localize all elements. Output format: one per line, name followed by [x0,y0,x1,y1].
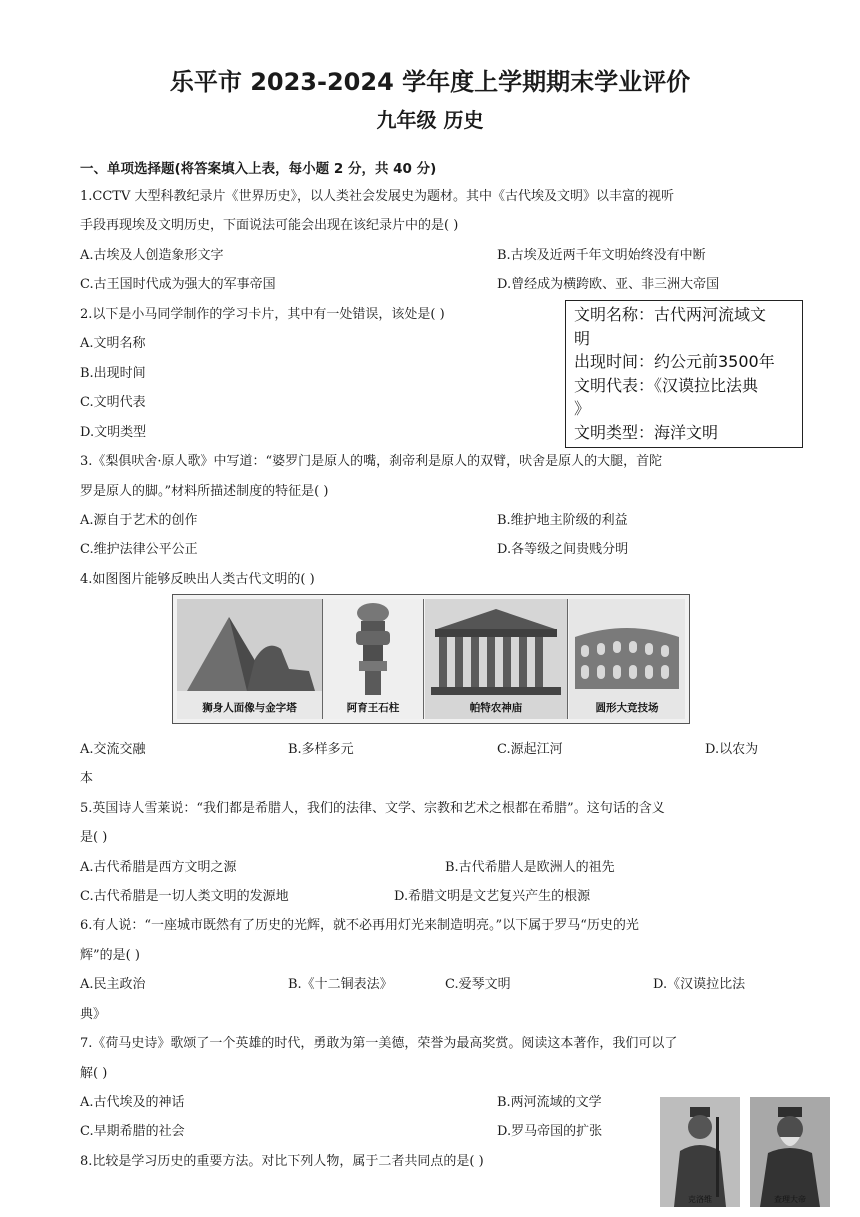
caption-sphinx: 狮身人面像与金字塔 [202,702,297,714]
caption-parthenon: 帕特农神庙 [469,702,523,714]
q4-option-d: D.以农为 [705,742,759,757]
q6-option-d-cont: 典》 [80,1007,107,1022]
q4-option-c: C.源起江河 [497,742,563,757]
q2-option-b: B.出现时间 [80,366,146,381]
q7-option-d: D.罗马帝国的扩张 [497,1124,603,1139]
q2-option-d: D.文明类型 [80,425,147,440]
q5-stem-line2: 是( ) [80,830,108,845]
q7-stem-line2: 解( ) [80,1066,108,1081]
q6-stem-line1: 6.有人说：“一座城市既然有了历史的光辉，就不必再用灯光来制造明亮。”以下属于罗马“历史的光 [80,918,639,933]
q4-option-d-cont: 本 [80,771,94,786]
q1-stem-line2: 手段再现埃及文明历史，下面说法可能会出现在该纪录片中的是( ) [80,218,459,233]
q3-stem-line1: 3.《梨俱吠舍·原人歌》中写道：“婆罗门是原人的嘴，刹帝利是原人的双臂，吠舍是原人的大腿，首陀 [80,454,663,469]
civilization-image-strip [172,594,690,724]
ashoka-pillar-image [323,599,424,719]
sphinx-pyramid-image [177,599,323,719]
parthenon-image [425,599,568,719]
q5-option-c: C.古代希腊是一切人类文明的发源地 [80,889,289,904]
q7-stem-line1: 7.《荷马史诗》歌颂了一个英雄的时代，勇敢为第一美德，荣誉为最高奖赏。阅读这本著作，我们可以了 [80,1036,678,1051]
q1-option-d: D.曾经成为横跨欧、亚、非三洲大帝国 [497,277,720,292]
q7-option-b: B.两河流域的文学 [497,1095,602,1110]
card-line-time: 出现时间：约公元前3500年 [574,352,775,371]
q5-option-d: D.希腊文明是文艺复兴产生的根源 [394,889,591,904]
q5-option-a: A.古代希腊是西方文明之源 [80,860,237,875]
card-line-name-cont: 明 [574,328,591,348]
clovis-portrait [660,1097,740,1207]
q5-stem-line1: 5.英国诗人雪莱说：“我们都是希腊人，我们的法律、文学、宗教和艺术之根都在希腊”。这句话的含义 [80,801,665,816]
caption-clovis: 克洛维 [688,1195,712,1204]
caption-colosseum: 圆形大竞技场 [595,702,659,714]
q1-option-c: C.古王国时代成为强大的军事帝国 [80,277,276,292]
q6-stem-line2: 辉”的是( ) [80,948,140,963]
q6-option-b: B.《十二铜表法》 [288,977,393,992]
q1-option-a: A.古埃及人创造象形文字 [80,248,224,263]
colosseum-image [569,599,685,719]
q6-option-d: D.《汉谟拉比法 [653,977,746,992]
study-card [565,300,803,448]
q8-stem: 8.比较是学习历史的重要方法。对比下列人物，属于二者共同点的是( ) [80,1154,484,1169]
q5-option-b: B.古代希腊人是欧洲人的祖先 [445,860,615,875]
q1-option-b: B.古埃及近两千年文明始终没有中断 [497,248,706,263]
q3-option-c: C.维护法律公平公正 [80,542,198,557]
q7-option-a: A.古代埃及的神话 [80,1095,185,1110]
card-line-type: 文明类型：海洋文明 [574,422,719,442]
exam-title: 乐平市 2023-2024 学年度上学期期末学业评价 [169,68,691,96]
q3-option-b: B.维护地主阶级的利益 [497,513,628,528]
caption-pillar: 阿育王石柱 [346,702,400,714]
card-line-name: 文明名称：古代两河流域文 [574,305,767,324]
q2-option-c: C.文明代表 [80,395,146,410]
charlemagne-portrait [750,1097,830,1207]
q4-stem: 4.如图图片能够反映出人类古代文明的( ) [80,572,315,587]
q4-option-b: B.多样多元 [288,742,354,757]
q6-option-c: C.爱琴文明 [445,977,511,992]
q3-stem-line2: 罗是原人的脚。”材料所描述制度的特征是( ) [80,484,329,499]
card-line-representative: 文明代表：《汉谟拉比法典 [574,375,759,395]
q1-stem-line1: 1.CCTV 大型科教纪录片《世界历史》，以人类社会发展史为题材。其中《古代埃及文明》以丰富的视听 [80,189,674,204]
section-heading: 一、单项选择题(将答案填入上表，每小题 2 分，共 40 分) [80,161,437,177]
q7-option-c: C.早期希腊的社会 [80,1124,185,1139]
q4-option-a: A.交流交融 [80,742,146,757]
q2-stem: 2.以下是小马同学制作的学习卡片，其中有一处错误，该处是( ) [80,307,445,322]
exam-subtitle: 九年级 历史 [376,108,484,132]
q3-option-a: A.源自于艺术的创作 [80,513,198,528]
q2-option-a: A.文明名称 [80,336,146,351]
q3-option-d: D.各等级之间贵贱分明 [497,542,629,557]
q6-option-a: A.民主政治 [80,977,146,992]
caption-charlemagne: 查理大帝 [774,1195,806,1204]
card-line-representative-cont: 》 [574,399,591,418]
